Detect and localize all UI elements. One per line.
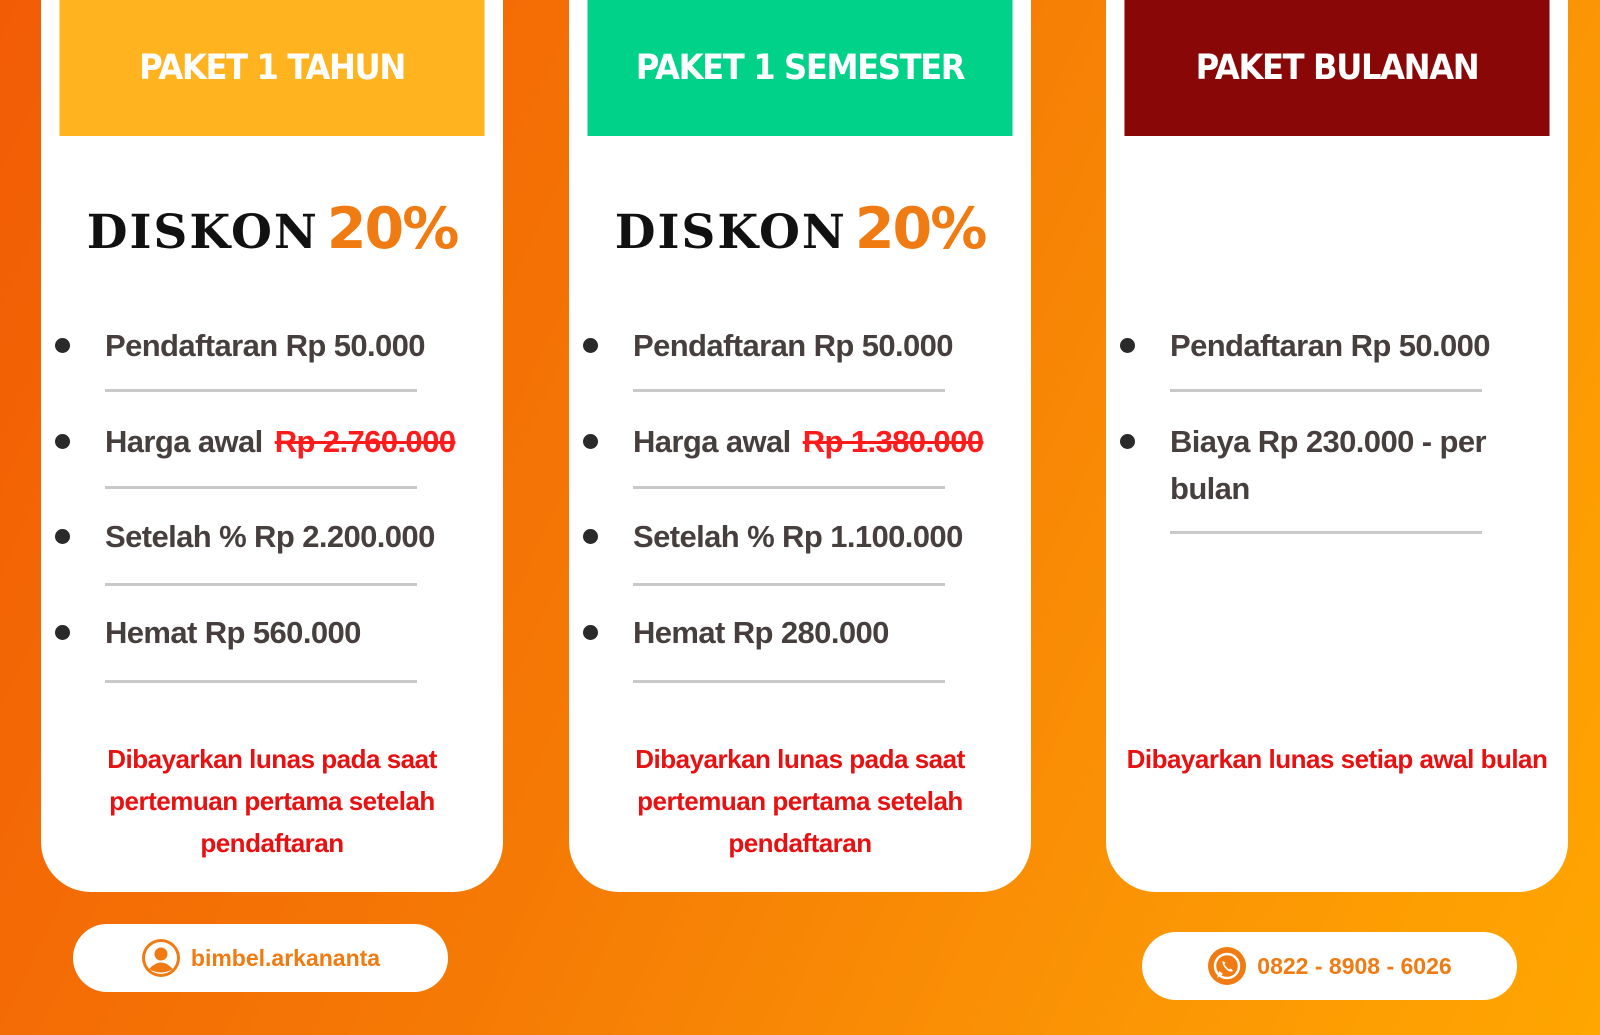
bullet-icon [55,529,70,544]
card-title: PAKET 1 SEMESTER [635,48,965,88]
item-text: Hemat Rp 560.000 [105,615,361,650]
divider [105,389,417,392]
note-line: Dibayarkan lunas pada saat [107,744,437,774]
instagram-contact[interactable] [73,924,448,992]
divider [105,486,417,489]
whatsapp-icon [1207,946,1247,986]
item-text: Setelah % Rp 1.100.000 [633,519,963,554]
item-text: Setelah % Rp 2.200.000 [105,519,435,554]
item-text [1170,418,1486,512]
item-line: Biaya Rp 230.000 - per [1170,424,1486,459]
discount-percent: 20% [854,196,986,262]
discount-label [41,196,503,262]
divider [633,680,945,683]
original-price: Rp 2.760.000 [274,424,456,459]
item-text: Hemat Rp 280.000 [633,615,889,650]
payment-note [569,738,1031,864]
card-header-bulanan [1124,0,1549,136]
item-label: Harga awal [633,424,791,459]
discount-word: DISKON [86,205,319,260]
original-price: Rp 1.380.000 [802,424,984,459]
divider [633,389,945,392]
bullet-icon [1120,338,1135,353]
item-text: Pendaftaran Rp 50.000 [1170,328,1490,363]
divider [105,680,417,683]
divider [1170,531,1482,534]
item-text [633,418,983,465]
package-card-bulanan [1106,0,1568,892]
item-line: bulan [1170,471,1250,506]
bullet-icon [55,625,70,640]
item-text [105,418,455,465]
card-title: PAKET 1 TAHUN [139,48,405,88]
package-card-tahun [41,0,503,892]
bullet-icon [583,434,598,449]
whatsapp-contact[interactable] [1142,932,1517,1000]
bullet-icon [1120,434,1135,449]
discount-label [569,196,1031,262]
package-card-semester [569,0,1031,892]
note-line: Dibayarkan lunas setiap awal bulan [1126,744,1548,774]
phone-number: 0822 - 8908 - 6026 [1257,952,1452,979]
item-label: Harga awal [105,424,263,459]
divider [1170,389,1482,392]
discount-percent: 20% [326,196,458,262]
divider [105,583,417,586]
note-line: pendaftaran [200,828,344,858]
card-title: PAKET BULANAN [1195,48,1479,88]
note-line: pertemuan pertama setelah [637,786,963,816]
bullet-icon [55,434,70,449]
payment-note [41,738,503,864]
item-text: Pendaftaran Rp 50.000 [633,328,953,363]
bullet-icon [583,529,598,544]
divider [633,583,945,586]
discount-word: DISKON [614,205,847,260]
payment-note [1106,738,1568,780]
note-line: pertemuan pertama setelah [109,786,435,816]
bullet-icon [583,625,598,640]
bullet-icon [55,338,70,353]
card-header-tahun [59,0,484,136]
instagram-handle: bimbel.arkananta [190,944,381,971]
bullet-icon [583,338,598,353]
note-line: Dibayarkan lunas pada saat [635,744,965,774]
card-header-semester [587,0,1012,136]
note-line: pendaftaran [728,828,872,858]
item-text: Pendaftaran Rp 50.000 [105,328,425,363]
user-icon [141,938,181,978]
divider [633,486,945,489]
